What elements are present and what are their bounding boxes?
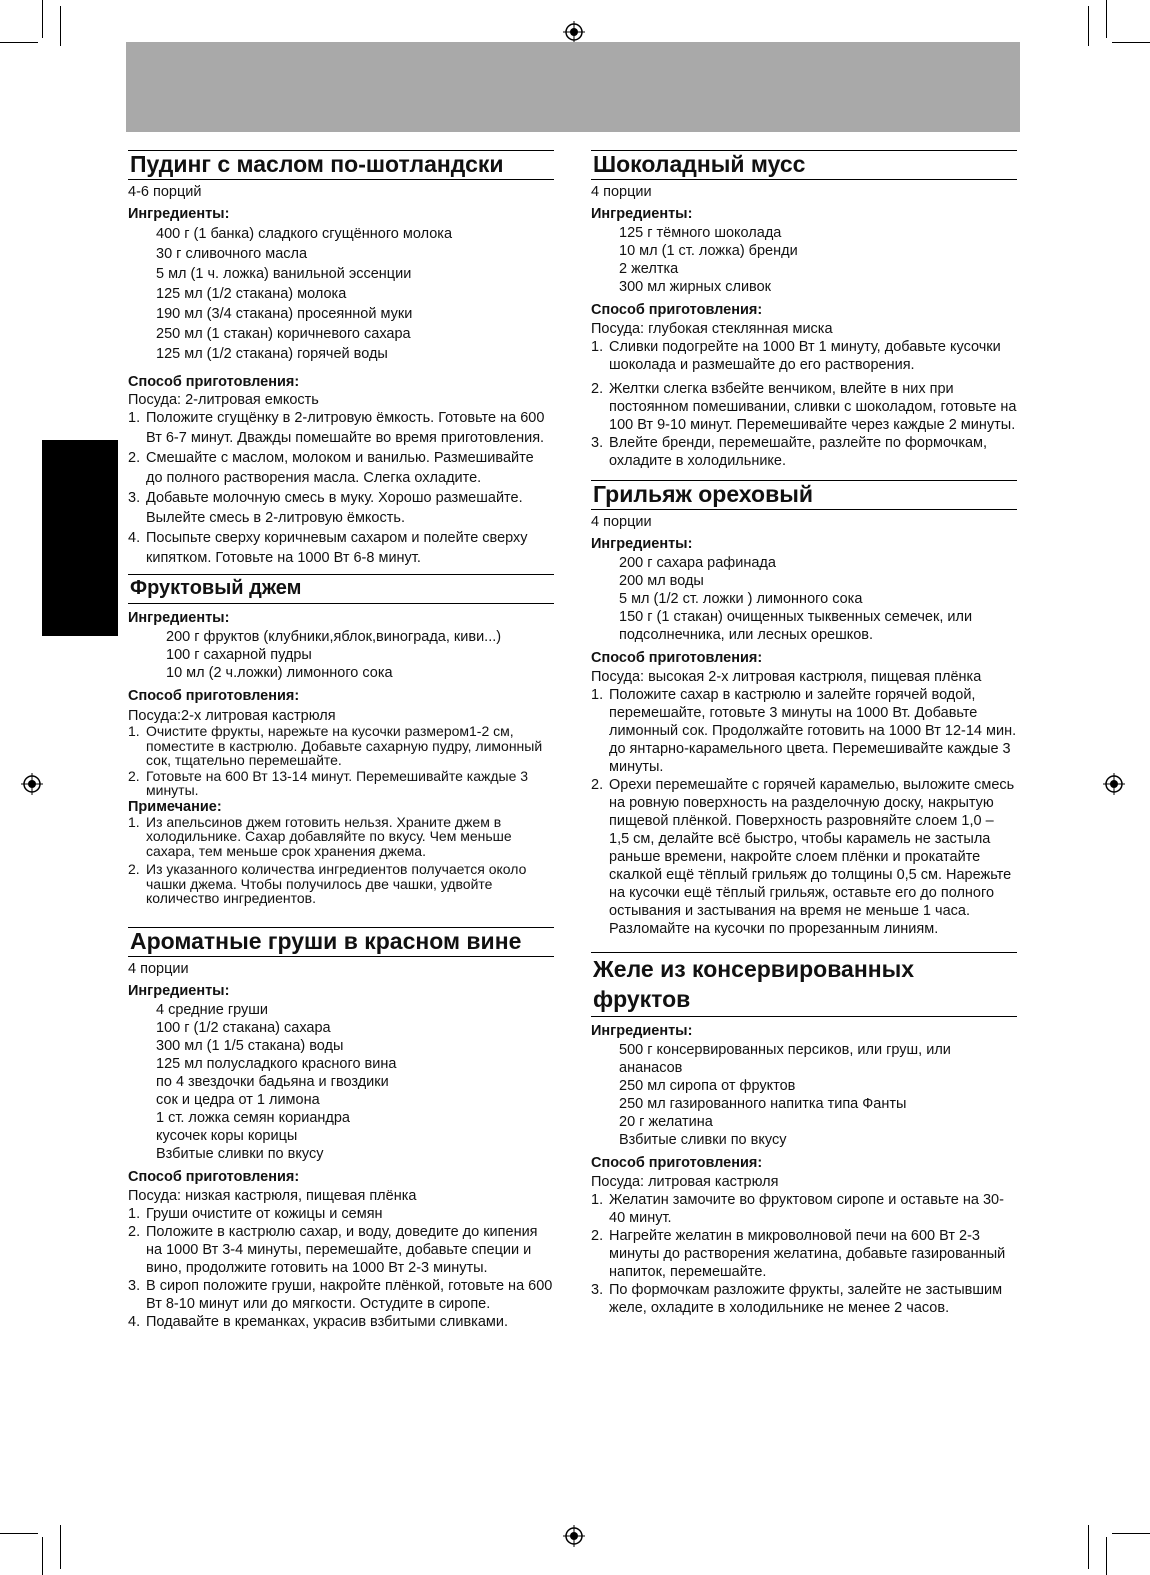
ingredient-item: 100 г сахарной пудры: [166, 647, 312, 663]
recipe-portions: 4 порции: [591, 184, 652, 200]
crop-mark: [42, 0, 43, 38]
vessel-text: Посуда: глубокая стеклянная миска: [591, 321, 833, 337]
ingredient-item: 300 мл жирных сливок: [619, 279, 772, 295]
ingredient-item: Взбитые сливки по вкусу: [156, 1145, 324, 1162]
ingredients-heading: Ингредиенты:: [591, 1023, 693, 1039]
right-column: [591, 150, 1017, 1317]
ingredient-item: 500 г консервированных персиков, или груш, или ананасов: [619, 1042, 951, 1076]
step-item: 1. Положите сгущёнку в 2-литровую ёмкость. Готовьте на 600 Вт 6-7 минут. Дважды помешайте во время приготовления.: [128, 410, 545, 446]
step-item: 2. Орехи перемешайте с горячей карамелью, выложите смесь на ровную поверхность на разделочную доску, накрытую пищевой плёнкой. Поверхность разровняйте слоем 1,0 – 1,5 см, делайте всё быстро, чтобы карамель не застыла раньше времени, накройте слоем плёнки и прокатайте скалкой ещё тёплый грильяж до толщины 0,5 см. Нарежьте на кусочки ещё тёплый грильяж, оставьте его до полного остывания и застывания на время не меньше 1 часа. Разломайте на кусочки по прорезанным линиям.: [591, 777, 1015, 937]
vessel-text: Посуда: 2-литровая емкость: [128, 392, 319, 408]
step-item: 2. Смешайте с маслом, молоком и ванилью. Размешивайте до полного растворения масла. Слегка охладите.: [128, 450, 534, 486]
ingredient-item: 125 мл полусладкого красного вина: [156, 1055, 397, 1072]
method-heading: Способ приготовления:: [591, 302, 763, 318]
crop-mark: [1112, 42, 1150, 43]
recipe-chocolate-mousse: [591, 150, 1017, 470]
steps-list: [128, 408, 554, 568]
step-item: 1. Груши очистите от кожицы и семян: [128, 1205, 383, 1222]
crop-mark: [60, 6, 61, 46]
ingredient-item: 2 желтка: [619, 261, 679, 277]
vessel-text: Посуда: литровая кастрюля: [591, 1174, 779, 1190]
vessel-text: Посуда: высокая 2-х литровая кастрюля, пищевая плёнка: [591, 669, 982, 685]
ingredient-item: 1 ст. ложка семян кориандра: [156, 1109, 350, 1126]
ingredient-item: 4 средние груши: [156, 1001, 268, 1018]
ingredient-item: 100 г (1/2 стакана) сахара: [156, 1019, 331, 1036]
recipe-title-line: фруктов: [593, 986, 691, 1012]
recipe-title-line: Желе из консервированных: [593, 956, 915, 982]
ingredients-list: [128, 1001, 554, 1163]
language-side-tab: [42, 440, 118, 636]
step-item: 2. Нагрейте желатин в микроволновой печи на 600 Вт 2-3 минуты до растворения желатина, добавьте газированный напиток, перемешайте.: [591, 1228, 1006, 1280]
crop-mark: [1106, 1537, 1107, 1575]
ingredient-item: 200 мл воды: [619, 573, 704, 589]
ingredient-item: 250 мл (1 стакан) коричневого сахара: [156, 326, 411, 342]
recipe-title: Грильяж ореховый: [591, 480, 1017, 510]
step-item: 1. Положите сахар в кастрюлю и залейте горячей водой, перемешайте, готовьте 3 минуты на 1000 Вт. Добавьте лимонный сок. Продолжайте готовить на 1000 Вт 12-14 мин. до янтарно-карамельного цвета. Перемешивайте каждые 3 минуты.: [591, 687, 1017, 775]
recipe-title: Фруктовый джем: [128, 574, 554, 604]
recipe-title: [591, 952, 1017, 1017]
step-item: 2. Положите в кастрюлю сахар, и воду, доведите до кипения на 1000 Вт 3-4 минуты, перемешайте, добавьте специи и вино, продолжите готовить на 1000 Вт 2-3 минуты.: [128, 1223, 538, 1276]
recipe-nut-brittle: [591, 480, 1017, 938]
recipe-title: Шоколадный мусс: [591, 150, 1017, 180]
ingredients-heading: Ингредиенты:: [591, 206, 693, 222]
crop-mark: [60, 1525, 61, 1569]
method-heading: Способ приготовления:: [128, 374, 300, 390]
ingredient-item: Взбитые сливки по вкусу: [619, 1132, 787, 1148]
ingredients-heading: Ингредиенты:: [128, 610, 230, 626]
ingredients-list: [128, 628, 554, 682]
step-item: 3. Добавьте молочную смесь в муку. Хорошо размешайте. Вылейте смесь в 2-литровую ёмкость.: [128, 490, 523, 526]
ingredients-heading: Ингредиенты:: [128, 982, 230, 999]
steps-list: [128, 724, 554, 798]
left-column: [128, 150, 554, 1331]
step-item: 1. Желатин замочите во фруктовом сиропе и оставьте на 30-40 минут.: [591, 1192, 1004, 1226]
vessel-text: Посуда: низкая кастрюля, пищевая плёнка: [128, 1187, 417, 1204]
step-item: 2. Желтки слегка взбейте венчиком, влейте в них при постоянном помешивании, сливки с шоколадом, готовьте на 100 Вт 9-10 минут. Перемешивайте через каждые 2 минуты.: [591, 381, 1017, 433]
ingredient-item: 5 мл (1 ч. ложка) ванильной эссенции: [156, 266, 412, 282]
vessel-text: Посуда:2-х литровая кастрюля: [128, 708, 336, 724]
ingredient-item: 30 г сливочного масла: [156, 246, 308, 262]
registration-mark-icon: [21, 773, 43, 795]
header-band: [126, 42, 1020, 132]
ingredient-item: сок и цедра от 1 лимона: [156, 1091, 320, 1108]
ingredient-item: 150 г (1 стакан) очищенных тыквенных семечек, или подсолнечника, или лесных орешков.: [619, 609, 973, 643]
ingredient-item: 250 мл сиропа от фруктов: [619, 1078, 796, 1094]
ingredient-item: 125 г тёмного шоколада: [619, 225, 782, 241]
crop-mark: [1112, 1533, 1150, 1534]
ingredient-item: 125 мл (1/2 стакана) молока: [156, 286, 347, 302]
ingredients-heading: Ингредиенты:: [128, 206, 230, 222]
method-heading: Способ приготовления:: [128, 688, 300, 704]
recipe-title: Ароматные груши в красном вине: [128, 927, 554, 957]
crop-mark: [42, 1537, 43, 1575]
registration-mark-icon: [563, 1525, 585, 1547]
recipe-fruit-jam: [128, 574, 554, 906]
recipe-scottish-pudding: [128, 150, 554, 568]
ingredient-item: 200 г фруктов (клубники,яблок,винограда, киви...): [166, 629, 502, 645]
crop-mark: [1088, 6, 1089, 46]
ingredient-item: 10 мл (2 ч.ложки) лимонного сока: [166, 665, 393, 681]
ingredients-list: [128, 224, 554, 364]
step-item: 4. Подавайте в креманках, украсив взбитыми сливками.: [128, 1313, 508, 1330]
registration-mark-icon: [563, 21, 585, 43]
steps-list: [128, 1205, 554, 1331]
recipe-title: Пудинг с маслом по-шотландски: [128, 150, 554, 180]
ingredients-list: [591, 1041, 1017, 1149]
step-item: 3. В сироп положите груши, накройте плёнкой, готовьте на 600 Вт 8-10 минут или до мягкости. Остудите в сиропе.: [128, 1277, 553, 1312]
step-item: 4. Посыпьте сверху коричневым сахаром и полейте сверху кипятком. Готовьте на 1000 Вт 6-8 минут.: [128, 530, 528, 566]
recipe-portions: 4-6 порций: [128, 184, 202, 200]
notes-list: [128, 815, 554, 906]
ingredients-list: [591, 554, 1017, 644]
steps-list: [591, 338, 1017, 470]
step-item: 3. Влейте бренди, перемешайте, разлейте по формочкам, охладите в холодильнике.: [591, 435, 988, 469]
ingredient-item: 250 мл газированного напитка типа Фанты: [619, 1096, 907, 1112]
note-item: 1. Из апельсинов джем готовить нельзя. Храните джем в холодильнике. Сахар добавляйте по вкусу. Чем меньше сахара, тем меньше срок хранения джема.: [128, 813, 512, 859]
ingredient-item: 20 г желатина: [619, 1114, 713, 1130]
crop-mark: [0, 1533, 38, 1534]
ingredient-item: кусочек коры корицы: [156, 1127, 298, 1144]
method-heading: Способ приготовления:: [128, 1168, 300, 1185]
recipe-portions: 4 порции: [591, 514, 652, 530]
ingredient-item: 10 мл (1 ст. ложка) бренди: [619, 243, 798, 259]
crop-mark: [1106, 0, 1107, 38]
recipe-canned-fruit-jelly: [591, 952, 1017, 1317]
steps-list: [591, 1191, 1017, 1317]
crop-mark: [0, 42, 38, 43]
crop-mark: [1088, 1525, 1089, 1569]
method-heading: Способ приготовления:: [591, 1155, 763, 1171]
ingredient-item: по 4 звездочки бадьяна и гвоздики: [156, 1073, 389, 1090]
ingredient-item: 5 мл (1/2 ст. ложки ) лимонного сока: [619, 591, 863, 607]
recipe-portions: 4 порции: [128, 960, 189, 977]
step-item: 2. Готовьте на 600 Вт 13-14 минут. Перемешивайте каждые 3 минуты.: [128, 767, 529, 798]
ingredient-item: 300 мл (1 1/5 стакана) воды: [156, 1037, 344, 1054]
ingredients-heading: Ингредиенты:: [591, 536, 693, 552]
ingredient-item: 200 г сахара рафинада: [619, 555, 776, 571]
steps-list: [591, 686, 1017, 938]
note-heading: Примечание:: [128, 798, 222, 815]
registration-mark-icon: [1103, 773, 1125, 795]
step-item: 3. По формочкам разложите фрукты, залейте не застывшим желе, охладите в холодильнике не менее 2 часов.: [591, 1282, 1003, 1316]
ingredients-list: [591, 224, 1017, 296]
step-item: 1. Очистите фрукты, нарежьте на кусочки размером1-2 см, поместите в кастрюлю. Добавьте сахарную пудру, лимонный сок, тщательно перемешайте.: [128, 723, 543, 768]
ingredient-item: 125 мл (1/2 стакана) горячей воды: [156, 346, 388, 362]
ingredient-item: 190 мл (3/4 стакана) просеянной муки: [156, 306, 413, 322]
ingredient-item: 400 г (1 банка) сладкого сгущённого молока: [156, 226, 453, 242]
method-heading: Способ приготовления:: [591, 650, 763, 666]
recipe-pears-in-red-wine: [128, 927, 554, 1331]
step-item: 1. Сливки подогрейте на 1000 Вт 1 минуту, добавьте кусочки шоколада и размешайте до его растворения.: [591, 339, 1001, 373]
note-item: 2. Из указанного количества ингредиентов получается около чашки джема. Чтобы получилось две чашки, удвойте количество ингредиентов.: [128, 861, 527, 906]
